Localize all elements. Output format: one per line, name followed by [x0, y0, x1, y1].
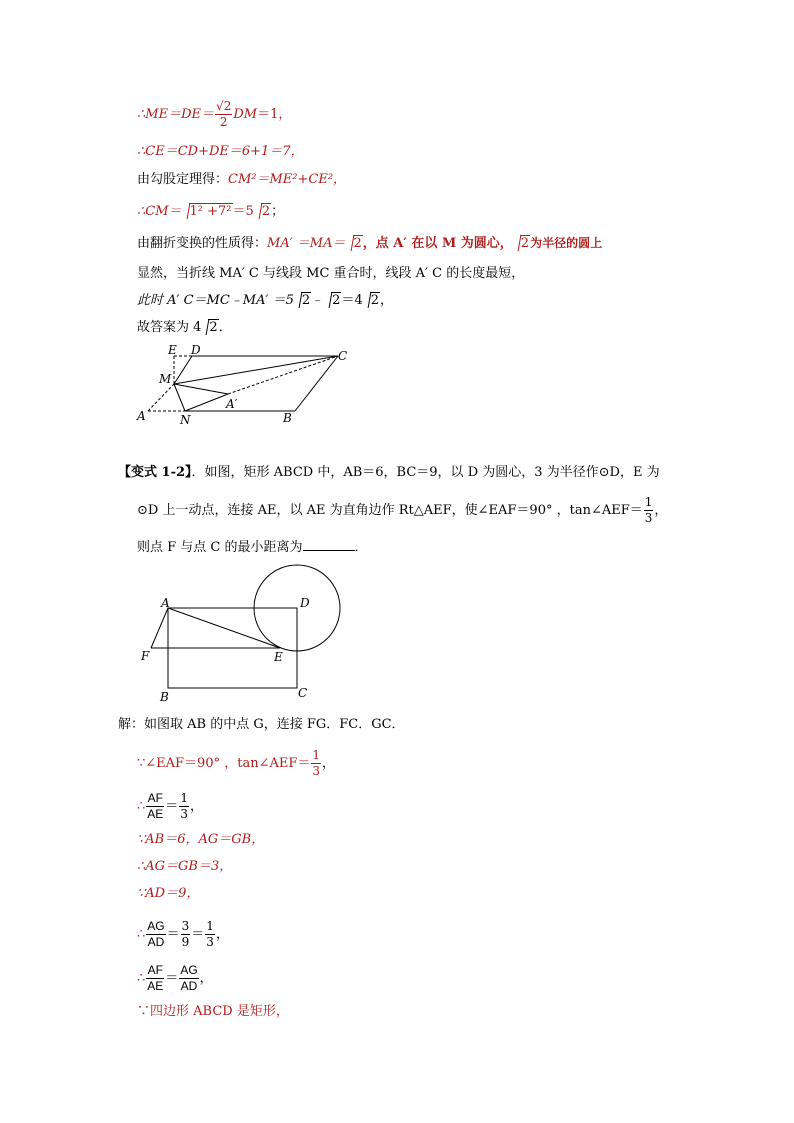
tail: ， — [199, 971, 213, 986]
solution-step-6: ∵AD＝9， — [137, 886, 200, 901]
fraction — [179, 791, 189, 822]
tail: 为半径的圆上 — [530, 236, 603, 250]
edge-cb — [295, 356, 338, 411]
solution-intro: 解：如图取 AB 的中点 G，连接 FG．FC．GC． — [118, 717, 405, 732]
answer-blank[interactable] — [303, 538, 355, 551]
equation: CM²＝ME²+CE²， — [228, 172, 347, 187]
rectangle-circle-figure — [135, 560, 350, 710]
line-prefix: 故答案为 4 — [137, 320, 202, 335]
dashed-am — [148, 384, 174, 411]
problem-text: ⊙D 上一动点，连接 AE，以 AE 为直角边作 Rt△AEF，使∠EAF＝90° ，tan∠AEF＝ — [137, 503, 643, 518]
text: ＝5 — [232, 204, 254, 219]
fraction-numerator: AF — [147, 791, 163, 805]
radical: 2 — [520, 236, 530, 251]
solution-line-7 — [137, 292, 393, 310]
solution-step-3 — [137, 791, 203, 822]
equals: ＝ — [191, 927, 205, 942]
label-e: E — [274, 650, 283, 664]
problem-line-1 — [118, 464, 660, 482]
solution-step-9: ∵四边形 ABCD 是矩形， — [137, 1004, 289, 1019]
radical: 2 — [353, 236, 362, 251]
equals: ＝ — [165, 799, 179, 814]
tail: ＝1， — [257, 107, 292, 122]
fraction — [311, 748, 321, 779]
fraction — [146, 963, 164, 994]
solution-line-3 — [137, 171, 346, 189]
text: ，点 A′ 在以 M 为圆心， — [362, 236, 513, 251]
fraction — [181, 919, 191, 950]
radical: 2 — [301, 293, 311, 308]
solution-step-7 — [137, 919, 229, 950]
solution-line-8 — [137, 319, 232, 337]
label-c: C — [338, 349, 348, 363]
edge-mn — [174, 384, 185, 411]
solution-line-5 — [137, 234, 602, 253]
parallelogram-figure — [130, 340, 360, 430]
solution-line-2: ∴CE＝CD+DE＝6+1＝7， — [137, 144, 304, 159]
tail: ， — [189, 799, 203, 814]
tail: ， — [322, 756, 336, 771]
fraction-numerator: AG — [180, 963, 198, 977]
fraction — [179, 963, 198, 994]
fraction — [205, 919, 215, 950]
step-text: ∵∠EAF＝90° ，tan∠AEF＝ — [137, 756, 311, 771]
fraction — [215, 99, 232, 130]
segment-af — [151, 608, 168, 648]
solution-line-1 — [137, 99, 291, 130]
fraction-numerator: 1 — [180, 791, 188, 805]
edge-md — [174, 356, 192, 384]
edge-ma1 — [174, 384, 228, 394]
segment-ae — [168, 608, 280, 648]
fraction-denominator: AD — [180, 979, 198, 993]
fraction-denominator: AD — [147, 935, 165, 949]
label-d: D — [300, 596, 310, 610]
solution-step-4: ∵AB＝6，AG＝GB， — [137, 832, 265, 847]
dashed-a1c — [228, 356, 338, 394]
tail: ， — [654, 503, 668, 518]
fraction-numerator: AG — [147, 919, 165, 933]
line-prefix: 由勾股定理得： — [137, 172, 229, 187]
solution-step-8 — [137, 963, 213, 994]
tail: ． — [354, 540, 368, 555]
fraction-numerator: 1 — [206, 919, 214, 933]
problem-text: ．如图，矩形 ABCD 中，AB＝6，BC＝9，以 D 为圆心，3 为半径作⊙D，E 为 — [191, 465, 660, 480]
tail: ； — [271, 204, 285, 219]
solution-line-6: 显然，当折线 MA′ C 与线段 MC 重合时，线段 A′ C 的长度最短， — [137, 266, 525, 281]
radical: 2 — [370, 293, 380, 308]
fraction-numerator: 3 — [181, 919, 190, 933]
equals: ＝ — [165, 971, 179, 986]
tail: ． — [218, 320, 232, 335]
equation: MA′ ＝MA＝ — [267, 236, 346, 251]
label-a: A — [161, 596, 170, 610]
fraction-denominator: 3 — [206, 935, 214, 949]
fraction-denominator: 9 — [181, 935, 190, 949]
var-me: ME — [145, 107, 169, 122]
var-dm: DM — [233, 107, 258, 122]
fraction-denominator: 3 — [312, 764, 321, 778]
label-m: M — [159, 372, 172, 386]
equals: ＝ — [201, 107, 215, 122]
radical: 2 — [261, 204, 271, 219]
solution-step-5: ∴AG＝GB＝3， — [137, 859, 233, 874]
label-c: C — [298, 686, 308, 700]
label-a: A — [137, 409, 146, 423]
var-de: DE — [181, 107, 202, 122]
problem-line-3 — [137, 538, 368, 557]
fraction — [146, 919, 165, 950]
therefore-symbol: ∴ — [137, 799, 146, 814]
fraction-denominator: 2 — [219, 115, 228, 129]
text: ﹣ — [311, 293, 325, 308]
fraction-denominator: AE — [147, 979, 164, 993]
fraction-numerator: 1 — [312, 748, 321, 762]
therefore-symbol: ∴ — [137, 107, 146, 122]
problem-tag: 【变式 1-2】 — [118, 465, 192, 480]
radical: 2 — [332, 293, 341, 308]
radical: 1² +7² — [189, 204, 232, 219]
label-b: B — [160, 690, 169, 704]
tail: ， — [380, 293, 394, 308]
label-n: N — [180, 413, 191, 427]
therefore-symbol: ∴ — [137, 971, 146, 986]
tail: ， — [215, 927, 229, 942]
solution-step-2 — [137, 748, 335, 779]
fraction — [146, 791, 164, 822]
problem-line-2 — [137, 495, 667, 526]
fraction-numerator: √2 — [216, 99, 232, 113]
fraction-denominator: 3 — [644, 511, 653, 525]
line-prefix: 此时 A′ C＝MC﹣MA′ ＝5 — [137, 293, 294, 308]
label-a-prime: A′ — [226, 397, 238, 411]
solution-line-4 — [137, 203, 284, 221]
label-e: E — [168, 343, 177, 357]
equals: ＝ — [168, 107, 182, 122]
fraction-denominator: 3 — [180, 807, 188, 821]
edge-na1 — [185, 394, 228, 411]
therefore-symbol: ∴ — [137, 927, 146, 942]
label-b: B — [283, 411, 292, 425]
fraction-denominator: AE — [147, 807, 164, 821]
problem-text: 则点 F 与点 C 的最小距离为 — [137, 540, 303, 555]
fraction — [644, 495, 654, 526]
edge-mc — [174, 356, 338, 384]
line-prefix: ∴CM＝ — [137, 204, 182, 219]
fraction-numerator: AF — [147, 963, 163, 977]
text: ＝4 — [341, 293, 363, 308]
line-prefix: 由翻折变换的性质得： — [137, 236, 268, 251]
label-d: D — [191, 343, 201, 357]
equals: ＝ — [166, 927, 180, 942]
radical: 2 — [209, 320, 218, 335]
label-f: F — [141, 649, 150, 663]
fraction-numerator: 1 — [644, 495, 653, 509]
